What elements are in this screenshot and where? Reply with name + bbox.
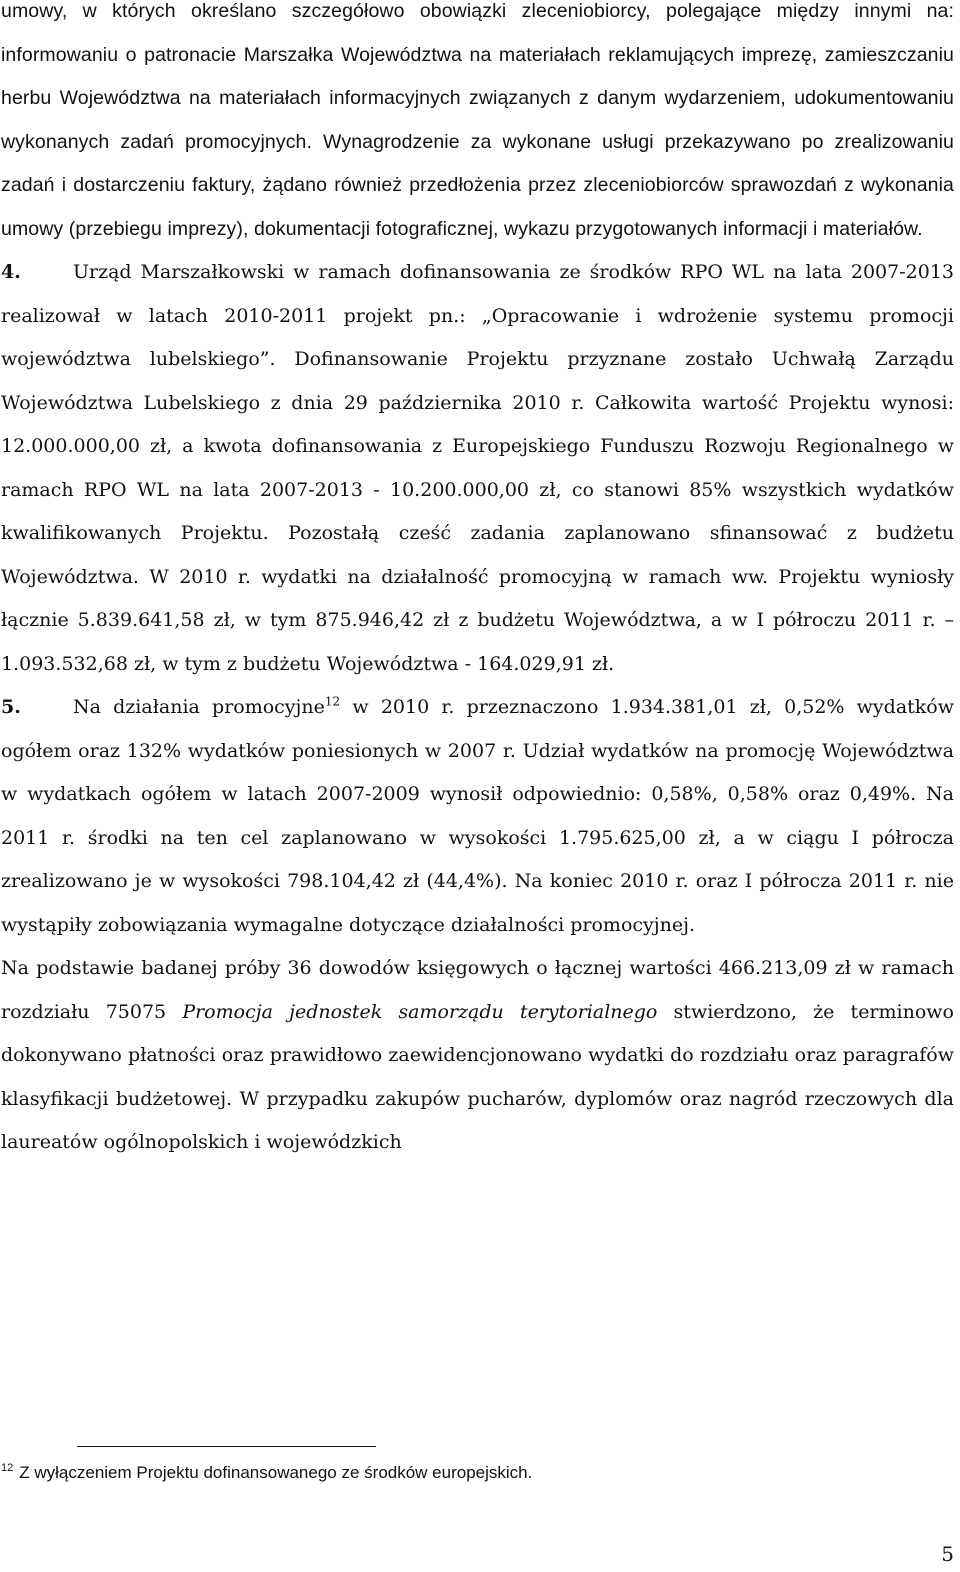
paragraph-text: stwierdzono, że terminowo dokonywano płatności oraz prawidłowo zaewidencjonowano wydatki do rozdziału oraz paragrafów klasyfikacji budżetowej. W przypadku zakupów pucharów, dyplomów oraz nagród rzeczowych dla laureatów ogólnopolskich i wojewódzkich (1, 1000, 954, 1153)
footnote (1, 1460, 532, 1486)
paragraph-text: Na działania promocyjne (73, 696, 325, 718)
paragraph-5-promotion-spending (1, 686, 954, 947)
footnote-text: Z wyłączeniem Projektu dofinansowanego ze środków europejskich. (19, 1463, 533, 1482)
page-number: 5 (941, 1542, 954, 1566)
footnote-mark: 12 (1, 1462, 14, 1475)
paragraph-number: 5. (1, 696, 21, 718)
paragraph-text: w 2010 r. przeznaczono 1.934.381,01 zł, 0,52% wydatków ogółem oraz 132% wydatków poniesionych w 2007 r. Udział wydatków na promocję Województwa w wydatkach ogółem w latach 2007-2009 wynosił odpowiednio: 0,58%, 0,58% oraz 0,49%. Na 2011 r. środki na ten cel zaplanowano w wysokości 1.795.625,00 zł, a w ciągu I półrocza zrealizowano je w wysokości 798.104,42 zł (44,4%). Na koniec 2010 r. oraz I półrocza 2011 r. nie wystąpiły zobowiązania wymagalne dotyczące działalności promocyjnej. (1, 696, 954, 936)
body-text (1, 0, 954, 1165)
footnote-divider (77, 1446, 376, 1447)
chapter-title-italic: Promocja jednostek samorządu terytorialnego (182, 1000, 658, 1023)
footnote-reference: 12 (324, 694, 341, 709)
paragraph-number: 4. (1, 261, 21, 283)
paragraph-contract-obligations (1, 0, 954, 251)
paragraph-text: umowy, w których określano szczegółowo obowiązki zleceniobiorcy, polegające między innymi na: informowaniu o patronacie Marszałka Województwa na materiałach reklamujących imprezę, zamieszczaniu herbu Województwa na materiałach informacyjnych związanych z danym wydarzeniem, udokumentowaniu wykonanych zadań promocyjnych. Wynagrodzenie za wykonane usługi przekazywano po zrealizowaniu zadań i dostarczeniu faktury, żądano również przedłożenia przez zleceniobiorców sprawozdań z wykonania umowy (przebiegu imprezy), dokumentacji fotograficznej, wykazu przygotowanych informacji i materiałów. (1, 0, 954, 240)
paragraph-text: Na podstawie badanej próby 36 dowodów księgowych o łącznej wartości 466.213,09 zł w ramach rozdziału 75075 (1, 957, 954, 1023)
paragraph-text: Urząd Marszałkowski w ramach dofinansowania ze środków RPO WL na lata 2007-2013 realizował w latach 2010-2011 projekt pn.: „Opracowanie i wdrożenie systemu promocji województwa lubelskiego”. Dofinansowanie Projektu przyznane zostało Uchwałą Zarządu Województwa Lubelskiego z dnia 29 października 2010 r. Całkowita wartość Projektu wynosi: 12.000.000,00 zł, a kwota dofinansowania z Europejskiego Funduszu Rozwoju Regionalnego w ramach RPO WL na lata 2007-2013 - 10.200.000,00 zł, co stanowi 85% wszystkich wydatków kwalifikowanych Projektu. Pozostałą cześć zadania zaplanowano sfinansować z budżetu Województwa. W 2010 r. wydatki na działalność promocyjną w ramach ww. Projektu wyniosły łącznie 5.839.641,58 zł, w tym 875.946,42 zł z budżetu Województwa, a w I półroczu 2011 r. – 1.093.532,68 zł, w tym z budżetu Województwa - 164.029,91 zł. (1, 261, 954, 675)
paragraph-4-project (1, 251, 954, 686)
paragraph-sample-audit (1, 947, 954, 1165)
